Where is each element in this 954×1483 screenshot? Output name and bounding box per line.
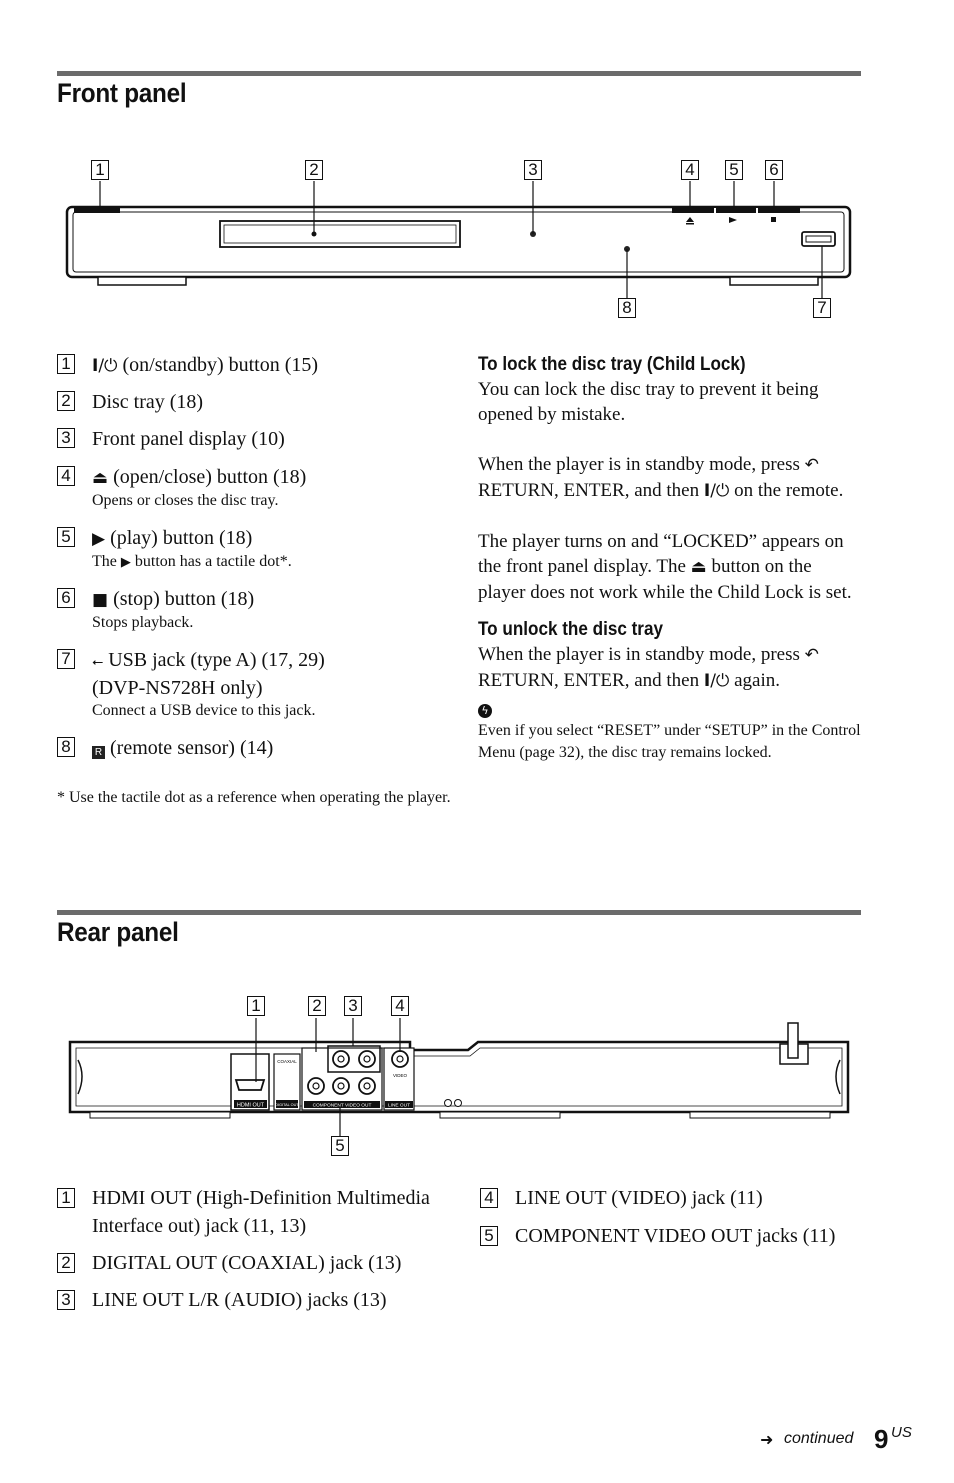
stop-icon: ■ <box>92 590 109 610</box>
callout-8: 8 <box>57 737 75 757</box>
callout-1: 1 <box>57 354 75 374</box>
callout-1: 1 <box>57 1188 75 1208</box>
tip-icon: ϟ <box>478 704 492 718</box>
front-panel-diagram <box>0 150 954 330</box>
play-icon: ▶ <box>120 555 131 570</box>
item-note: Opens or closes the disc tray. <box>92 492 279 509</box>
callout-3: 3 <box>524 160 542 180</box>
item-text: (DVP-NS728H only) <box>92 677 263 699</box>
rear-item-4 <box>480 1184 850 1212</box>
item-text: COMPONENT VIDEO OUT jacks (11) <box>515 1225 836 1247</box>
text: When the player is in standby mode, press <box>478 454 800 475</box>
eject-icon: ⏏ <box>92 468 109 488</box>
front-item-3 <box>57 426 457 452</box>
item-text: DIGITAL OUT (COAXIAL) jack (13) <box>92 1252 402 1274</box>
child-lock-p1: You can lock the disc tray to prevent it being opened by mistake. <box>478 379 819 425</box>
coaxial-label: COAXIAL <box>277 1059 297 1064</box>
callout-4: 4 <box>480 1188 498 1208</box>
item-note: The <box>92 553 117 570</box>
item-note: Stops playback. <box>92 614 194 631</box>
rear-item-2 <box>57 1249 457 1277</box>
unlock-heading: To unlock the disc tray <box>478 619 663 640</box>
rear-callout-4: 4 <box>391 996 409 1016</box>
rear-callout-3: 3 <box>344 996 362 1016</box>
callout-4: 4 <box>681 160 699 180</box>
page-footer <box>760 1424 920 1456</box>
power-icon: I/⏻ <box>703 481 730 501</box>
hdmi-out-label: HDMI OUT <box>236 1102 265 1109</box>
callout-1: 1 <box>91 160 109 180</box>
item-text: (on/standby) button (15) <box>122 354 319 376</box>
text: again. <box>734 670 781 691</box>
power-icon: I/⏻ <box>92 356 118 376</box>
callout-3: 3 <box>57 1290 75 1310</box>
item-text: (open/close) button (18) <box>113 466 307 488</box>
callout-5: 5 <box>725 160 743 180</box>
front-item-6 <box>57 586 457 633</box>
front-item-1 <box>57 352 457 379</box>
callout-6: 6 <box>765 160 783 180</box>
remote-sensor-icon: R <box>92 746 105 759</box>
callout-2: 2 <box>305 160 323 180</box>
front-item-4 <box>57 464 457 511</box>
callout-2: 2 <box>57 391 75 411</box>
item-note: Connect a USB device to this jack. <box>92 702 316 719</box>
video-label: VIDEO <box>392 1073 408 1078</box>
rear-item-5 <box>480 1222 850 1250</box>
eject-icon: ⏏ <box>690 557 707 577</box>
line-out-label: LINE OUT <box>387 1103 411 1109</box>
child-lock-heading: To lock the disc tray (Child Lock) <box>478 354 746 375</box>
rear-item-1 <box>57 1184 457 1240</box>
child-lock-section <box>478 352 863 764</box>
text: on the remote. <box>734 480 844 501</box>
item-text: LINE OUT (VIDEO) jack (11) <box>515 1187 763 1209</box>
callout-6: 6 <box>57 588 75 608</box>
usb-icon: ⭠ <box>92 654 104 670</box>
front-item-7 <box>57 647 457 721</box>
footnote: * Use the tactile dot as a reference when operating the player. <box>57 789 451 806</box>
callout-7: 7 <box>813 298 831 318</box>
power-icon: I/⏻ <box>703 671 730 691</box>
callout-2: 2 <box>57 1253 75 1273</box>
digital-out-label: DIGITAL OUT <box>275 1103 299 1107</box>
callout-5: 5 <box>480 1226 498 1246</box>
rear-callout-2: 2 <box>308 996 326 1016</box>
front-panel-title: Front panel <box>57 78 187 108</box>
item-text: Disc tray (18) <box>92 391 204 413</box>
item-text: Front panel display (10) <box>92 428 285 450</box>
item-text: USB jack (type A) (17, 29) <box>108 649 325 671</box>
unlock-p <box>478 642 863 694</box>
front-item-8 <box>57 735 457 761</box>
front-item-2 <box>57 389 457 415</box>
return-icon: ↶ <box>804 455 819 475</box>
play-icon: ▶ <box>92 529 106 549</box>
continued-label: continued <box>784 1430 854 1447</box>
rear-item-3 <box>57 1286 457 1314</box>
rear-callout-1: 1 <box>247 996 265 1016</box>
text: button on the player does not work while the Child Lock is set. <box>478 556 852 603</box>
rear-callout-5: 5 <box>331 1136 349 1156</box>
child-lock-p2 <box>478 452 863 504</box>
item-text: (remote sensor) (14) <box>110 737 274 759</box>
item-text: (play) button (18) <box>110 527 253 549</box>
child-lock-p3 <box>478 529 863 605</box>
text: The player turns on and “LOCKED” appears on the front panel display. The <box>478 531 844 577</box>
section-rule <box>57 71 861 76</box>
text: When the player is in standby mode, press <box>478 644 800 665</box>
component-video-out-label: COMPONENT VIDEO OUT <box>312 1103 372 1109</box>
callout-3: 3 <box>57 428 75 448</box>
callout-7: 7 <box>57 649 75 669</box>
front-item-5 <box>57 525 457 573</box>
rear-panel-title: Rear panel <box>57 917 179 947</box>
item-text: LINE OUT L/R (AUDIO) jacks (13) <box>92 1289 387 1311</box>
callout-8: 8 <box>618 298 636 318</box>
item-text: HDMI OUT (High-Definition Multimedia Interface out) jack (11, 13) <box>92 1187 430 1237</box>
text: RETURN, ENTER, and then <box>478 480 700 501</box>
page-suffix: US <box>891 1424 912 1441</box>
callout-4: 4 <box>57 466 75 486</box>
section-rule <box>57 910 861 915</box>
arrow-right-icon: ➜ <box>760 1430 774 1449</box>
item-text: (stop) button (18) <box>113 588 255 610</box>
item-note: button has a tactile dot*. <box>134 553 292 570</box>
return-icon: ↶ <box>804 645 819 665</box>
page-number: 9 <box>874 1424 889 1454</box>
text: RETURN, ENTER, and then <box>478 670 700 691</box>
callout-5: 5 <box>57 527 75 547</box>
tip-text: Even if you select “RESET” under “SETUP” in the Control Menu (page 32), the disc tray remains locked. <box>478 722 861 761</box>
rear-panel-diagram <box>0 990 954 1170</box>
